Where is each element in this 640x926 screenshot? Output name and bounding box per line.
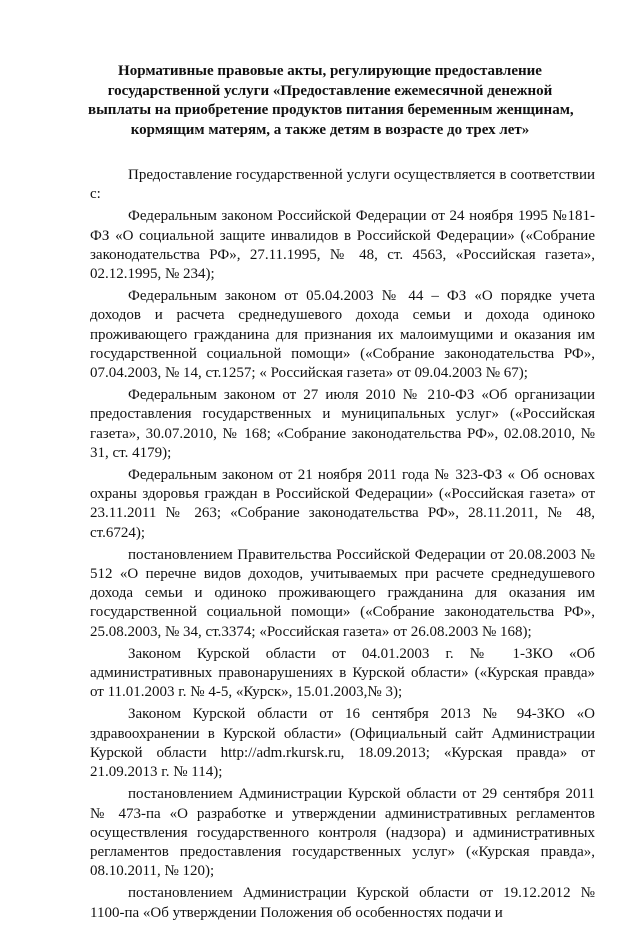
- paragraph-resolution-473-pa: постановлением Администрации Курской области от 29 сентября 2011 № 473-па «О разработке и утверждении административных регламентов осуществления государственного контроля (надзора) и административных регламентов предоставления государственных услуг» («Курская правда», 08.10.2011, № 120);: [90, 786, 595, 880]
- title-line: выплаты на приобретение продуктов питания беременным женщинам,: [88, 102, 574, 118]
- paragraph-law-210-fz: Федеральным законом от 27 июля 2010 № 210-ФЗ «Об организации предоставления государственных и муниципальных услуг» («Российская газета», 30.07.2010, № 168; «Собрание законодательства РФ», 02.08.2010, № 31, ст. 4179);: [90, 387, 595, 461]
- paragraph-law-94-zko: Законом Курской области от 16 сентября 2013 № 94-ЗКО «О здравоохранении в Курской области» (Официальный сайт Администрации Курской области http://adm.rkursk.ru, 18.09.2013; «Курская правда» от 21.09.2013 г. № 114);: [90, 706, 595, 781]
- title-line: Нормативные правовые акты, регулирующие предоставление: [118, 63, 542, 79]
- document-title: [88, 62, 572, 140]
- paragraph-intro: Предоставление государственной услуги осуществляется в соответствии с:: [90, 167, 595, 203]
- document-body: [90, 166, 595, 926]
- paragraph-resolution-512: постановлением Правительства Российской Федерации от 20.08.2003 № 512 «О перечне видов доходов, учитываемых при расчете среднедушевого дохода семьи и одиноко проживающего гражданина для оказания им государственной социальной помощи» («Собрание законодательства РФ», 25.08.2003, № 34, ст.3374; «Российская газета» от 26.08.2003 № 168);: [90, 546, 595, 640]
- title-line: кормящим матерям, а также детям в возрасте до трех лет»: [130, 121, 530, 138]
- paragraph-law-1-zko: Законом Курской области от 04.01.2003 г. № 1-ЗКО «Об административных правонарушениях в Курской области» («Курская правда» от 11.01.2003 г. № 4-5, «Курск», 15.01.2003,№ 3);: [90, 645, 595, 701]
- title-line: государственной услуги «Предоставление ежемесячной денежной: [107, 82, 553, 99]
- paragraph-law-44-fz: Федеральным законом от 05.04.2003 № 44 – ФЗ «О порядке учета доходов и расчета среднедушевого дохода семьи и дохода одиноко проживающего гражданина для признания их малоимущими и оказания им государственной социальной помощи» («Собрание законодательства РФ», 07.04.2003, № 14, ст.1257; « Российская газета» от 09.04.2003 № 67);: [90, 288, 595, 382]
- paragraph-law-181-fz: Федеральным законом Российской Федерации от 24 ноября 1995 №181-ФЗ «О социальной защите инвалидов в Российской Федерации» («Собрание законодательства РФ», 27.11.1995, № 48, ст. 4563, «Российская газета», 02.12.1995, № 234);: [90, 208, 595, 283]
- paragraph-resolution-1100-pa: постановлением Администрации Курской области от 19.12.2012 № 1100-па «Об утверждении Положения об особенностях подачи и: [90, 885, 595, 921]
- paragraph-law-323-fz: Федеральным законом от 21 ноября 2011 года № 323-ФЗ « Об основах охраны здоровья граждан в Российской Федерации» («Российская газета» от 23.11.2011 № 263; «Собрание законодательства РФ», 28.11.2011, № 48, ст.6724);: [90, 467, 595, 541]
